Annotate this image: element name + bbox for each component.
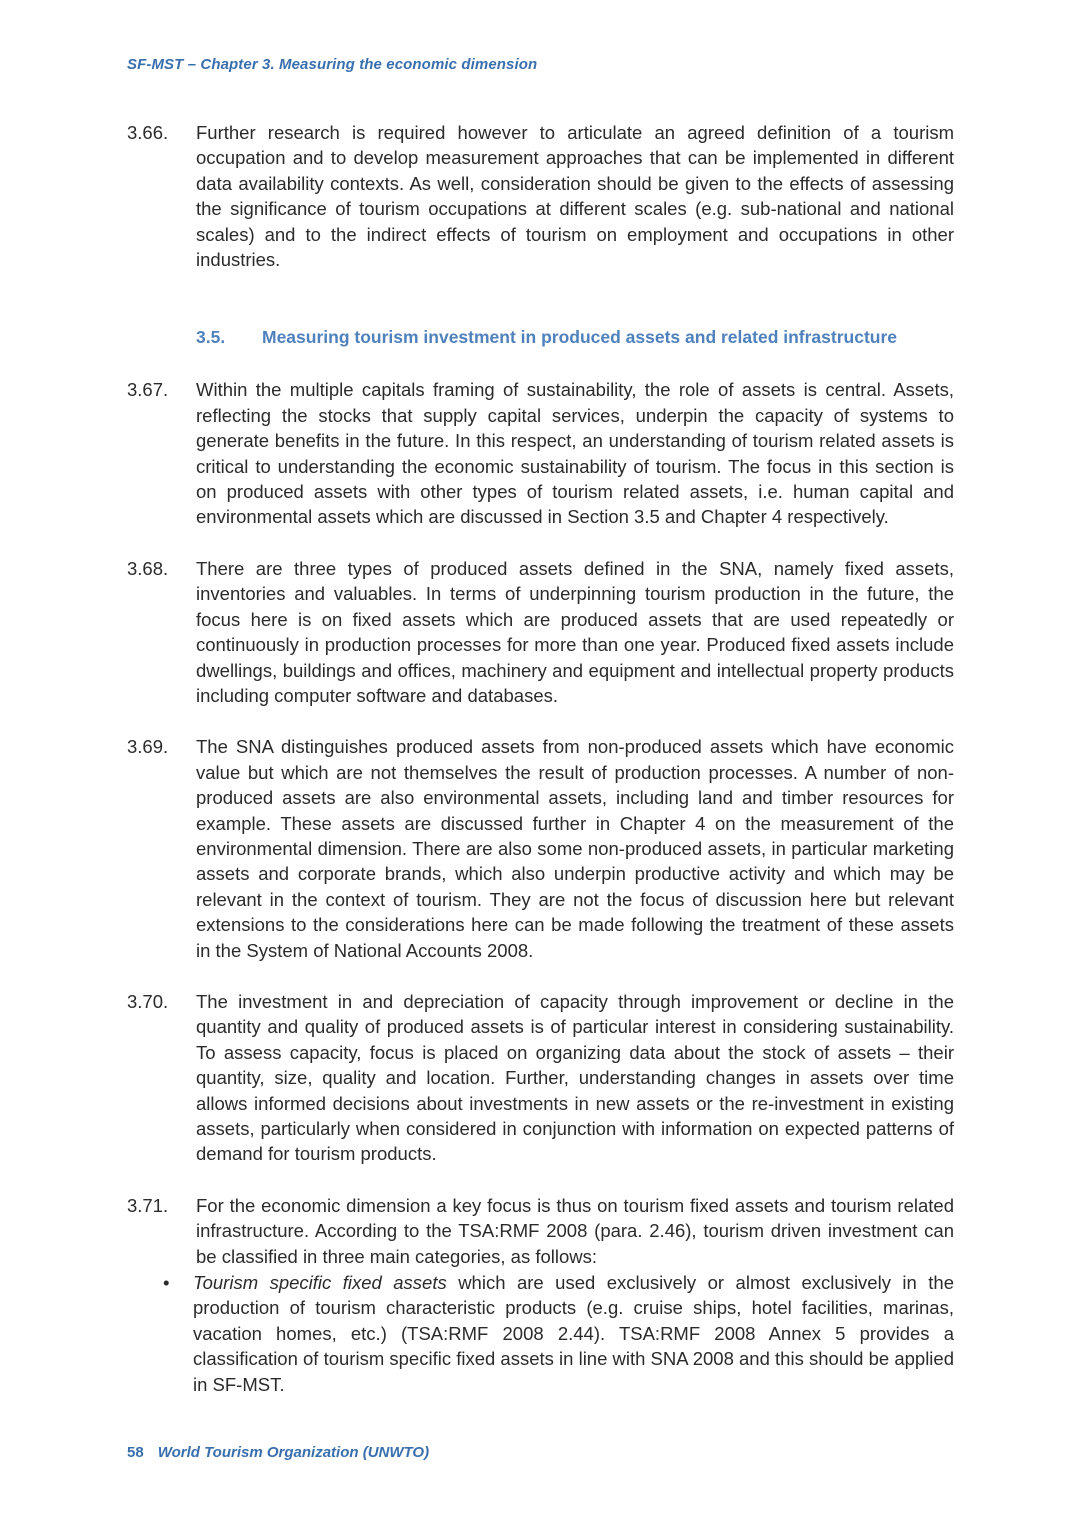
- paragraph-text: Within the multiple capitals framing of sustainability, the role of assets is central. Assets, reflecting the stocks that supply capital services, underpin the capacity of systems to generate benefits in the future. In this respect, an understanding of tourism related assets is critical to understanding the economic sustainability of tourism. The focus in this section is on produced assets with other types of tourism related assets, i.e. human capital and environmental assets which are discussed in Section 3.5 and Chapter 4 respectively.: [196, 379, 954, 528]
- paragraph-number: 3.68.: [127, 557, 169, 579]
- paragraph-3-66: [127, 120, 954, 272]
- page-content: [127, 0, 954, 1397]
- paragraph-text: For the economic dimension a key focus is thus on tourism fixed assets and tourism related infrastructure. According to the TSA:RMF 2008 (para. 2.46), tourism driven investment can be classified in three main categories, as follows:: [196, 1194, 954, 1267]
- paragraph-number: 3.69.: [127, 736, 169, 758]
- paragraph-3-68: [127, 556, 954, 708]
- section-title: Measuring tourism investment in produced assets and related infrastructure: [262, 327, 898, 348]
- paragraph-3-69: [127, 734, 954, 963]
- paragraph-text: Further research is required however to articulate an agreed definition of a tourism occupation and to develop measurement approaches that can be implemented in different data availability contexts. As well, consideration should be given to the effects of assessing the significance of tourism occupations at different scales (e.g. sub-national and national scales) and to the indirect effects of tourism on employment and occupations in other industries.: [196, 122, 954, 271]
- paragraph-number: 3.70.: [127, 990, 169, 1012]
- paragraph-text: There are three types of produced assets defined in the SNA, namely fixed assets, inventories and valuables. In terms of underpinning tourism production in the future, the focus here is on fixed assets which are produced assets that are used repeatedly or continuously in production processes for more than one year. Produced fixed assets include dwellings, buildings and offices, machinery and equipment and intellectual property products including computer software and databases.: [196, 557, 954, 706]
- paragraph-number: 3.67.: [127, 379, 169, 401]
- paragraph-number: 3.66.: [127, 122, 169, 143]
- paragraph-number: 3.71.: [127, 1194, 169, 1216]
- page-header: SF-MST – Chapter 3. Measuring the economic dimension: [127, 56, 538, 73]
- section-heading-3-5: [196, 325, 954, 349]
- page-footer: [127, 1444, 429, 1461]
- bullet-rest: which are used exclusively or almost exclusively in the production of tourism characteristic products (e.g. cruise ships, hotel facilities, marinas, vacation homes, etc.) (TSA:RMF 2008 2.44). TSA:RMF 2008 Annex 5 provides a classification of tourism specific fixed assets in line with SNA 2008 and this should be applied in SF-MST.: [193, 1272, 955, 1395]
- section-number: 3.5.: [196, 327, 226, 348]
- paragraph-3-71: [127, 1193, 954, 1269]
- paragraph-text: The investment in and depreciation of capacity through improvement or decline in the quantity and quality of produced assets is of particular interest in considering sustainability. To assess capacity, focus is placed on organizing data about the stock of assets – their quantity, size, quality and location. Further, understanding changes in assets over time allows informed decisions about investments in new assets or the re-investment in existing assets, particularly when considered in conjunction with information on expected patterns of demand for tourism products.: [196, 990, 954, 1165]
- paragraph-3-70: [127, 989, 954, 1167]
- paragraph-3-67: [127, 377, 954, 529]
- bullet-text: [193, 1270, 954, 1397]
- bullet-icon: •: [163, 1272, 170, 1294]
- bullet-lead-italic: Tourism specific fixed assets: [193, 1272, 447, 1294]
- footer-organization: World Tourism Organization (UNWTO): [157, 1444, 430, 1461]
- bullet-item-tourism-specific-fixed-assets: [127, 1270, 954, 1397]
- page-number: 58: [127, 1444, 144, 1461]
- paragraph-text: The SNA distinguishes produced assets from non-produced assets which have economic value but which are not themselves the result of production processes. A number of non-produced assets are also environmental assets, including land and timber resources for example. These assets are discussed further in Chapter 4 on the measurement of the environmental dimension. There are also some non-produced assets, in particular marketing assets and corporate brands, which also underpin productive activity and which may be relevant in the context of tourism. They are not the focus of discussion here but relevant extensions to the considerations here can be made following the treatment of these assets in the System of National Accounts 2008.: [196, 736, 954, 961]
